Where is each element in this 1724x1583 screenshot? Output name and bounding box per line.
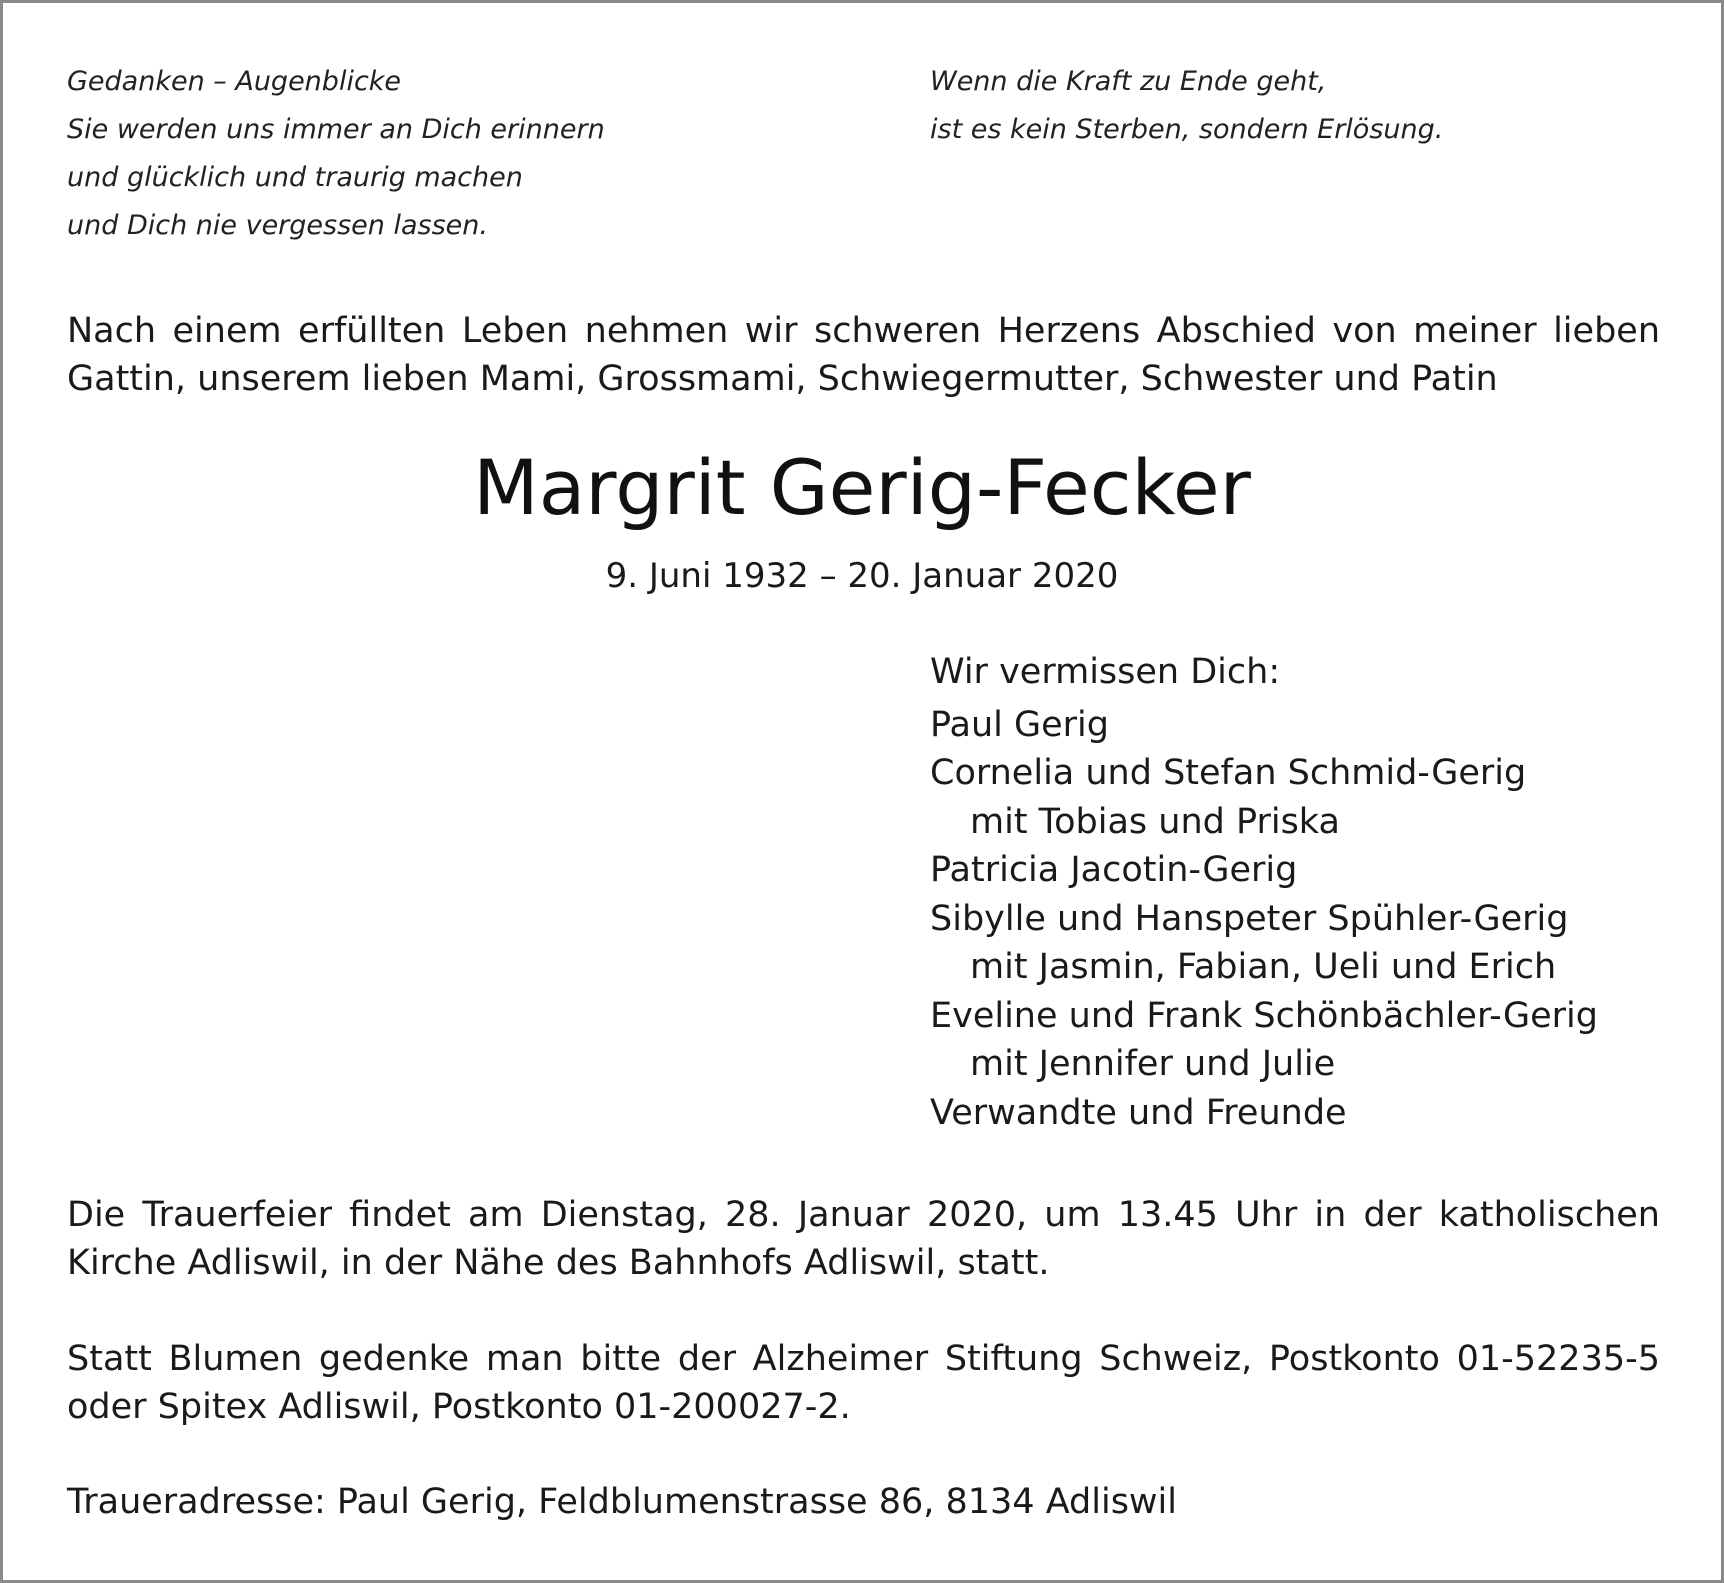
poem-left-line: und glücklich und traurig machen [67, 162, 523, 193]
mourner-subentry: mit Jennifer und Julie [970, 1044, 1336, 1084]
mourners-list [930, 648, 1598, 1137]
donations-line: Statt Blumen gedenke man bitte der Alzheimer Stiftung Schweiz, Postkonto 01-52235-5 [67, 1339, 1660, 1379]
mourner-subentry: mit Jasmin, Fabian, Ueli und Erich [970, 947, 1557, 987]
ceremony-line: Kirche Adliswil, in der Nähe des Bahnhofs Adliswil, statt. [67, 1243, 1050, 1283]
poem-left-line: Gedanken – Augenblicke [67, 66, 402, 97]
intro-line: Nach einem erfüllten Leben nehmen wir schweren Herzens Abschied von meiner lieben [67, 311, 1660, 351]
poem-left [67, 58, 605, 250]
ceremony-paragraph [67, 1191, 1660, 1287]
poem-left-line: Sie werden uns immer an Dich erinnern [67, 114, 605, 145]
mourner-entry: Patricia Jacotin-Gerig [930, 850, 1298, 890]
mourner-entry: Paul Gerig [930, 704, 1109, 745]
mourner-entry: Cornelia und Stefan Schmid-Gerig [930, 753, 1527, 793]
mourner-entry: Sibylle und Hanspeter Spühler-Gerig [930, 898, 1569, 939]
mourners-heading: Wir vermissen Dich: [930, 652, 1281, 692]
mourner-entry: Eveline und Frank Schönbächler-Gerig [930, 995, 1598, 1036]
intro-paragraph [67, 307, 1660, 403]
ceremony-line: Die Trauerfeier findet am Dienstag, 28. Januar 2020, um 13.45 Uhr in der katholischen [67, 1195, 1660, 1235]
mourner-entry: Verwandte und Freunde [930, 1092, 1347, 1133]
mourning-address: Traueradresse: Paul Gerig, Feldblumenstrasse 86, 8134 Adliswil [67, 1482, 1178, 1522]
donations-line: oder Spitex Adliswil, Postkonto 01-200027-2. [67, 1387, 851, 1427]
donations-paragraph [67, 1335, 1660, 1431]
poem-left-line: und Dich nie vergessen lassen. [67, 210, 488, 241]
life-dates: 9. Juni 1932 – 20. Januar 2020 [605, 556, 1119, 596]
mourner-subentry: mit Tobias und Priska [970, 801, 1340, 842]
poem-right [930, 58, 1443, 154]
poem-right-line: Wenn die Kraft zu Ende geht, [930, 66, 1327, 97]
poem-right-line: ist es kein Sterben, sondern Erlösung. [930, 114, 1444, 145]
deceased-name: Margrit Gerig-Fecker [473, 443, 1251, 532]
intro-line: Gattin, unserem lieben Mami, Grossmami, Schwiegermutter, Schwester und Patin [67, 359, 1498, 399]
